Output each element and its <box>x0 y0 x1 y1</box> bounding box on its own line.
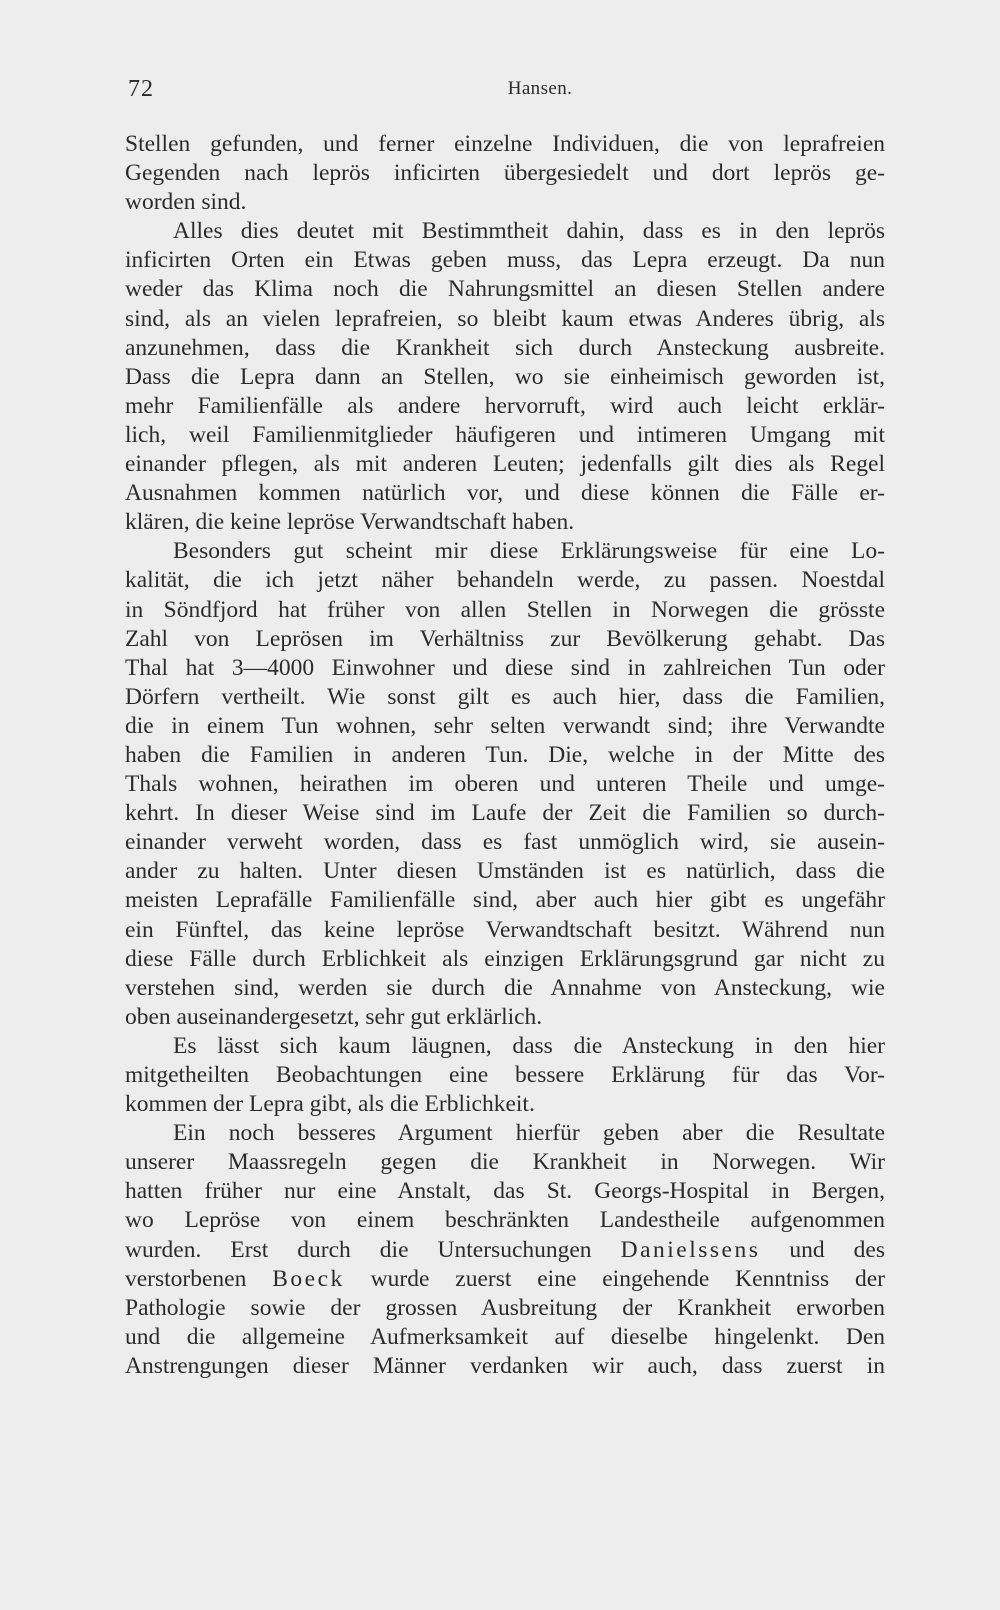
text-line: oben auseinandergesetzt, sehr gut erklärlich. <box>125 1003 543 1030</box>
text-line: diese Fälle durch Erblichkeit als einzigen Erklärungsgrund gar nicht zu <box>125 945 885 972</box>
text-line: meisten Leprafälle Familienfälle sind, aber auch hier gibt es ungefähr <box>125 887 885 914</box>
text-line: kehrt. In dieser Weise sind im Laufe der Zeit die Familien so durch- <box>125 800 885 827</box>
text-line: Anstrengungen dieser Männer verdanken wir auch, dass zuerst in <box>125 1352 885 1379</box>
paragraph-start-line: Es lässt sich kaum läugnen, dass die Ansteckung in den hier <box>173 1032 885 1059</box>
text-line: Thals wohnen, heirathen im oberen und unteren Theile und umge- <box>125 771 885 798</box>
text-line: in Söndfjord hat früher von allen Stellen in Norwegen die grösste <box>125 596 885 623</box>
paragraph-start-line: Besonders gut scheint mir diese Erklärungsweise für eine Lo- <box>173 538 885 565</box>
text-line: ein Fünftel, das keine lepröse Verwandtschaft besitzt. Während nun <box>125 916 885 943</box>
text-line: wo Lepröse von einem beschränkten Landestheile aufgenommen <box>125 1207 885 1234</box>
text-line: haben die Familien in anderen Tun. Die, welche in der Mitte des <box>125 741 885 768</box>
text-line: Ausnahmen kommen natürlich vor, und diese können die Fälle er- <box>125 480 885 507</box>
text-line: weder das Klima noch die Nahrungsmittel an diesen Stellen andere <box>125 276 885 303</box>
text-line <box>125 1265 885 1294</box>
text-line: kommen der Lepra gibt, als die Erblichkeit. <box>125 1091 535 1118</box>
paragraph-start-line: Ein noch besseres Argument hierfür geben aber die Resultate <box>173 1120 885 1147</box>
text-line: einander verweht worden, dass es fast unmöglich wird, sie ausein- <box>125 829 885 856</box>
text-line: Zahl von Leprösen im Verhältniss zur Bevölkerung gehabt. Das <box>125 625 885 652</box>
text-line: Dörfern vertheilt. Wie sonst gilt es auch hier, dass die Familien, <box>125 683 885 710</box>
text-line: sind, als an vielen leprafreien, so bleibt kaum etwas Anderes übrig, als <box>125 305 885 332</box>
running-head: Hansen. <box>507 78 573 99</box>
text-line: Dass die Lepra dann an Stellen, wo sie einheimisch geworden ist, <box>125 363 885 390</box>
text-line: die in einem Tun wohnen, sehr selten verwandt sind; ihre Verwandte <box>125 712 885 739</box>
text-line: ander zu halten. Unter diesen Umständen ist es natürlich, dass die <box>125 858 885 885</box>
spaced-name-boeck: Boeck <box>272 1265 345 1292</box>
text-segment: wurden. Erst durch die Untersuchungen <box>125 1236 621 1263</box>
spaced-name-danielssens: Danielssens <box>620 1236 761 1263</box>
text-line: worden sind. <box>125 189 247 216</box>
text-line: kalität, die ich jetzt näher behandeln werde, zu passen. Noestdal <box>125 567 885 594</box>
body-text <box>125 130 885 1381</box>
text-line: Thal hat 3—4000 Einwohner und diese sind in zahlreichen Tun oder <box>125 654 885 681</box>
text-segment: wurde zuerst eine eingehende Kenntniss der <box>344 1265 885 1292</box>
text-line: mehr Familienfälle als andere hervorruft, wird auch leicht erklär- <box>125 392 885 419</box>
text-line: einander pflegen, als mit anderen Leuten; jedenfalls gilt dies als Regel <box>125 451 885 478</box>
text-line: verstehen sind, werden sie durch die Annahme von Ansteckung, wie <box>125 974 885 1001</box>
text-line: klären, die keine lepröse Verwandtschaft haben. <box>125 509 575 536</box>
text-line <box>125 1236 885 1265</box>
text-line: Stellen gefunden, und ferner einzelne Individuen, die von leprafreien <box>125 131 885 157</box>
text-line: unserer Maassregeln gegen die Krankheit in Norwegen. Wir <box>125 1149 885 1176</box>
text-line: und die allgemeine Aufmerksamkeit auf dieselbe hingelenkt. Den <box>125 1323 885 1350</box>
text-line: hatten früher nur eine Anstalt, das St. Georgs-Hospital in Bergen, <box>125 1178 885 1205</box>
text-segment: verstorbenen <box>125 1265 273 1292</box>
text-segment: und des <box>760 1236 885 1263</box>
text-line: Pathologie sowie der grossen Ausbreitung der Krankheit erworben <box>125 1294 885 1321</box>
text-line: Gegenden nach leprös inficirten übergesiedelt und dort leprös ge- <box>125 160 885 187</box>
page-number: 72 <box>128 76 154 102</box>
text-line: mitgetheilten Beobachtungen eine bessere Erklärung für das Vor- <box>125 1062 885 1088</box>
text-line: anzunehmen, dass die Krankheit sich durch Ansteckung ausbreite. <box>125 334 885 361</box>
text-line: inficirten Orten ein Etwas geben muss, das Lepra erzeugt. Da nun <box>125 247 885 274</box>
paragraph-start-line: Alles dies deutet mit Bestimmtheit dahin, dass es in den leprös <box>173 218 885 245</box>
text-line: lich, weil Familienmitglieder häufigeren und intimeren Umgang mit <box>125 421 885 448</box>
